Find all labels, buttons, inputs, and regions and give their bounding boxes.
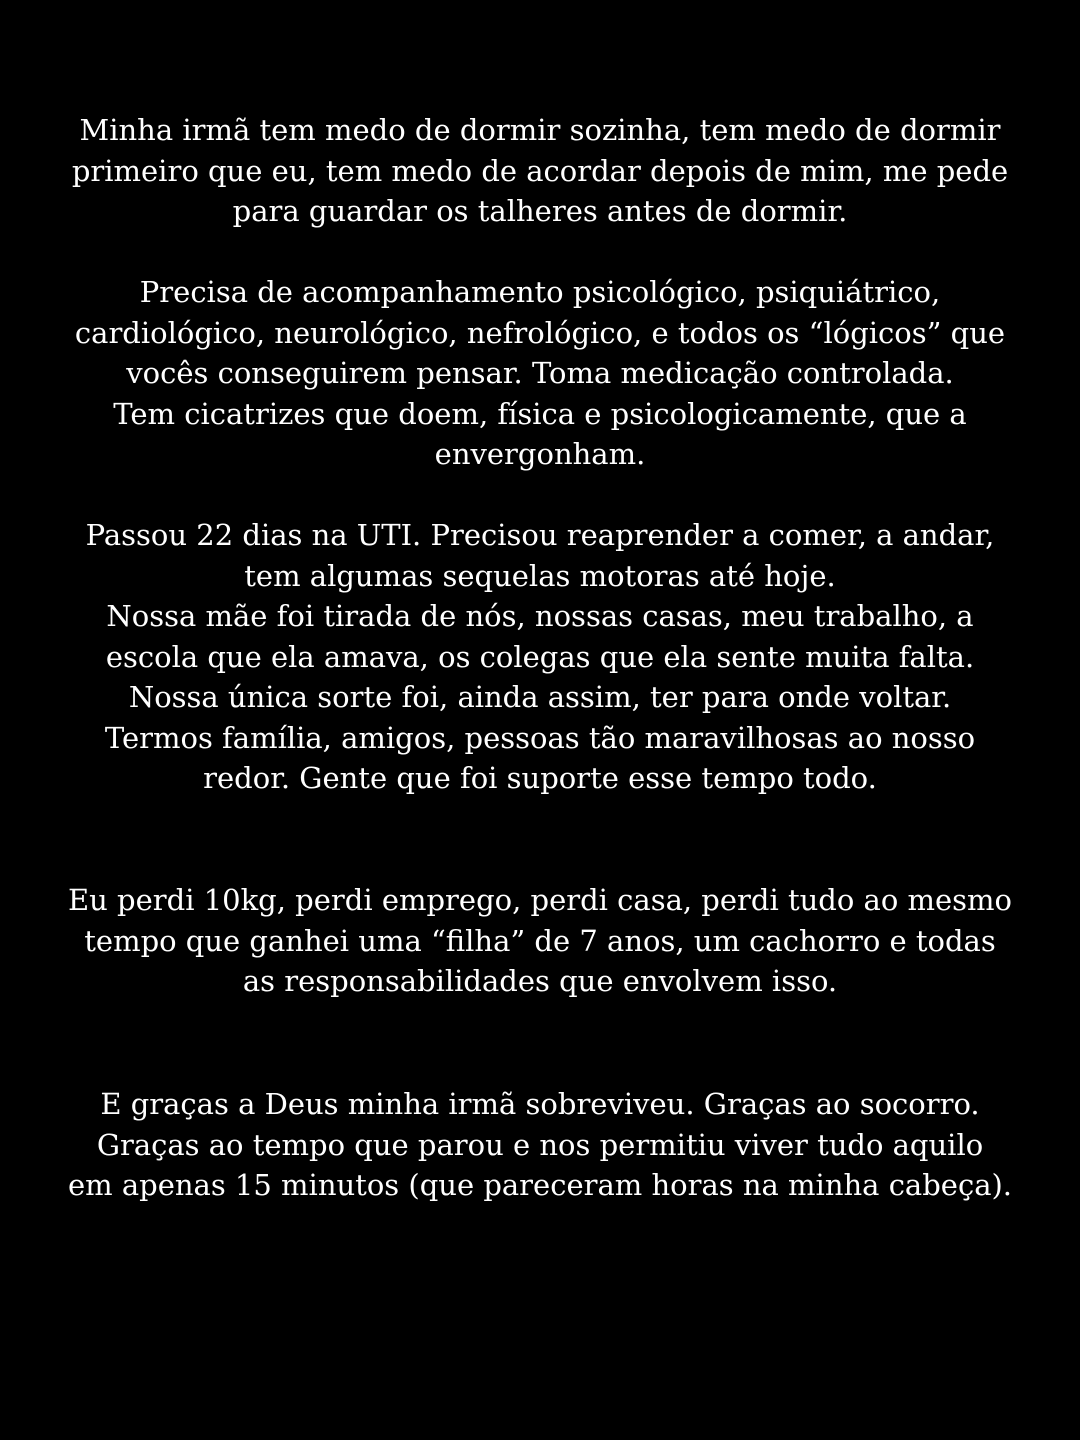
text-line: as responsabilidades que envolvem isso. (242, 964, 838, 998)
text-line: Termos família, amigos, pessoas tão maravilhosas ao nosso (104, 720, 976, 755)
text-line: cardiológico, neurológico, nefrológico, e todos os “lógicos” que (74, 315, 1006, 350)
text-line: em apenas 15 minutos (que pareceram horas na minha cabeça). (67, 1168, 1013, 1202)
text-line: envergonham. (434, 437, 646, 471)
text-line: Eu perdi 10kg, perdi emprego, perdi casa, perdi tudo ao mesmo (67, 883, 1012, 917)
text-line: Passou 22 dias na UTI. Precisou reaprender a comer, a andar, (85, 518, 995, 552)
paragraph-sister-fears (40, 110, 1040, 232)
text-line: Minha irmã tem medo de dormir sozinha, tem medo de dormir (79, 113, 1001, 147)
text-line: E graças a Deus minha irmã sobreviveu. Graças ao socorro. (100, 1087, 980, 1121)
paragraph-medical-care (40, 272, 1040, 475)
text-line: Graças ao tempo que parou e nos permitiu viver tudo aquilo (96, 1127, 984, 1162)
text-line: Precisa de acompanhamento psicológico, psiquiátrico, (139, 275, 941, 309)
text-line: redor. Gente que foi suporte esse tempo todo. (203, 761, 877, 795)
text-line: tempo que ganhei uma “filha” de 7 anos, um cachorro e todas (84, 923, 996, 958)
paragraph-gratitude (40, 1084, 1040, 1206)
paragraph-personal-losses (40, 880, 1040, 1002)
text-line: para guardar os talheres antes de dormir. (232, 194, 848, 228)
text-line: Nossa única sorte foi, ainda assim, ter para onde voltar. (128, 680, 952, 714)
text-line: primeiro que eu, tem medo de acordar depois de mim, me pede (71, 153, 1009, 188)
paragraph-uti-recovery (40, 515, 1040, 799)
text-line: Nossa mãe foi tirada de nós, nossas casas, meu trabalho, a (106, 599, 974, 633)
text-line: Tem cicatrizes que doem, física e psicologicamente, que a (113, 396, 967, 431)
text-line: vocês conseguirem pensar. Toma medicação controlada. (126, 356, 954, 390)
text-line: escola que ela amava, os colegas que ela sente muita falta. (105, 639, 975, 674)
text-line: tem algumas sequelas motoras até hoje. (244, 558, 836, 593)
